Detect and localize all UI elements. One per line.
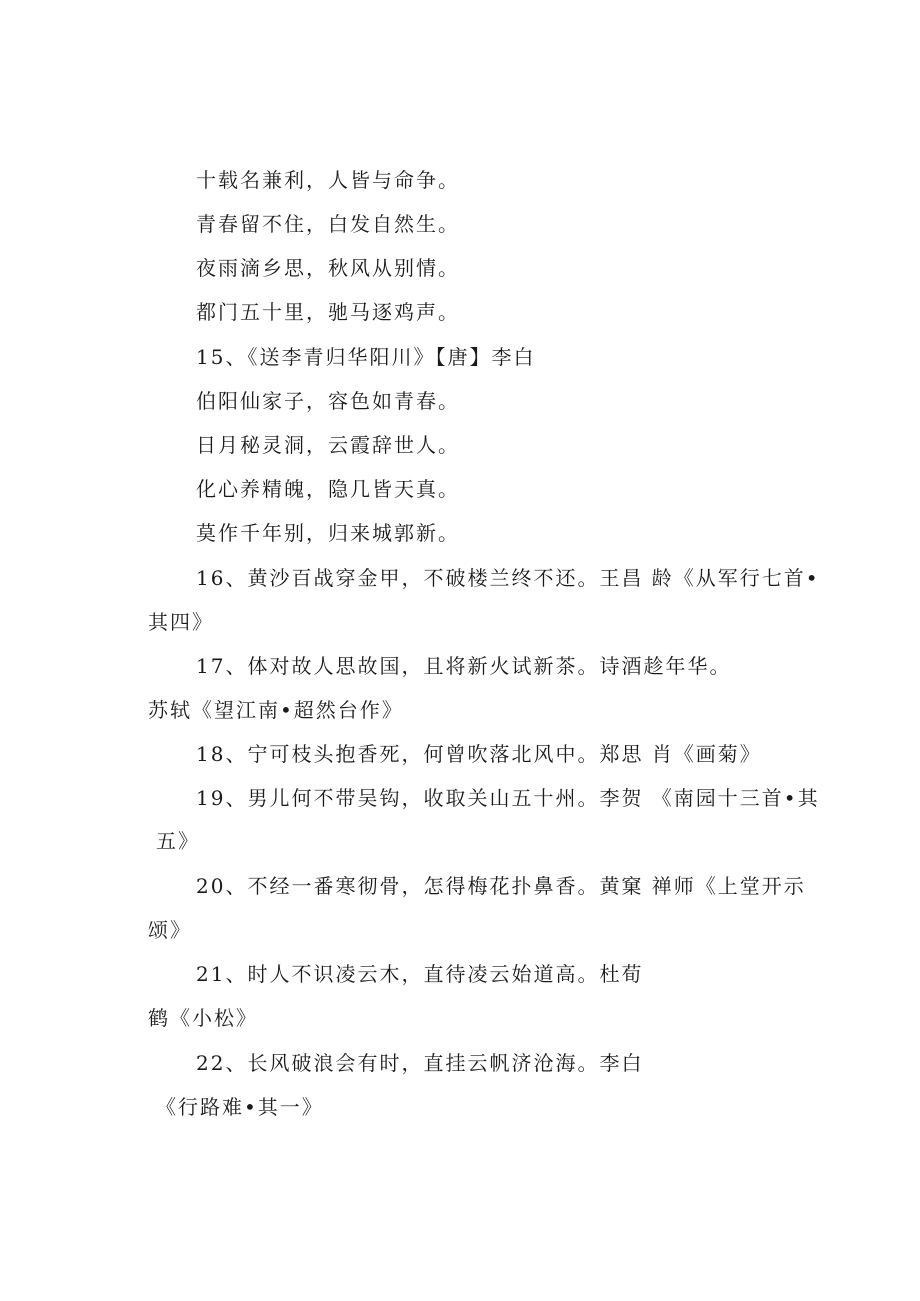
poem-line: 十载名兼利，人皆与命争。 bbox=[196, 168, 460, 192]
poem-heading: 15、《送李青归华阳川》【唐】李白 bbox=[196, 345, 536, 369]
poem-line: 都门五十里，驰马逐鸡声。 bbox=[196, 300, 460, 324]
poem-line: 伯阳仙家子，容色如青春。 bbox=[196, 389, 460, 413]
quote-item: 21、时人不识凌云木，直待凌云始道高。杜荀 bbox=[196, 962, 644, 986]
poem-line: 青春留不住，白发自然生。 bbox=[196, 212, 460, 236]
quote-item-continuation: 鹤《小松》 bbox=[148, 1006, 258, 1030]
quote-item: 18、宁可枝头抱香死，何曾吹落北风中。郑思 肖《画菊》 bbox=[196, 742, 762, 766]
quote-item: 17、体对故人思故国，且将新火试新茶。诗酒趁年华。 bbox=[196, 654, 732, 678]
poem-line: 化心养精魄，隐几皆天真。 bbox=[196, 477, 460, 501]
poem-line: 日月秘灵洞，云霞辞世人。 bbox=[196, 433, 460, 457]
quote-item-continuation: 颂》 bbox=[148, 918, 192, 942]
quote-item: 22、长风破浪会有时，直挂云帆济沧海。李白 bbox=[196, 1051, 644, 1075]
quote-item: 16、黄沙百战穿金甲，不破楼兰终不还。王昌 龄《从军行七首• bbox=[196, 566, 820, 590]
quote-item: 19、男儿何不带吴钩，收取关山五十州。李贺 《南园十三首•其 bbox=[196, 786, 820, 810]
quote-item-continuation: 五》 bbox=[156, 829, 200, 853]
poem-line: 莫作千年别，归来城郭新。 bbox=[196, 521, 460, 545]
poem-line: 夜雨滴乡思，秋风从别情。 bbox=[196, 256, 460, 280]
quote-item: 20、不经一番寒彻骨，怎得梅花扑鼻香。黄窠 禅师《上堂开示 bbox=[196, 874, 806, 898]
quote-item-continuation: 其四》 bbox=[148, 610, 214, 634]
quote-item-continuation: 《行路难•其一》 bbox=[156, 1095, 324, 1119]
quote-item-continuation: 苏轼《望江南•超然台作》 bbox=[148, 698, 404, 722]
